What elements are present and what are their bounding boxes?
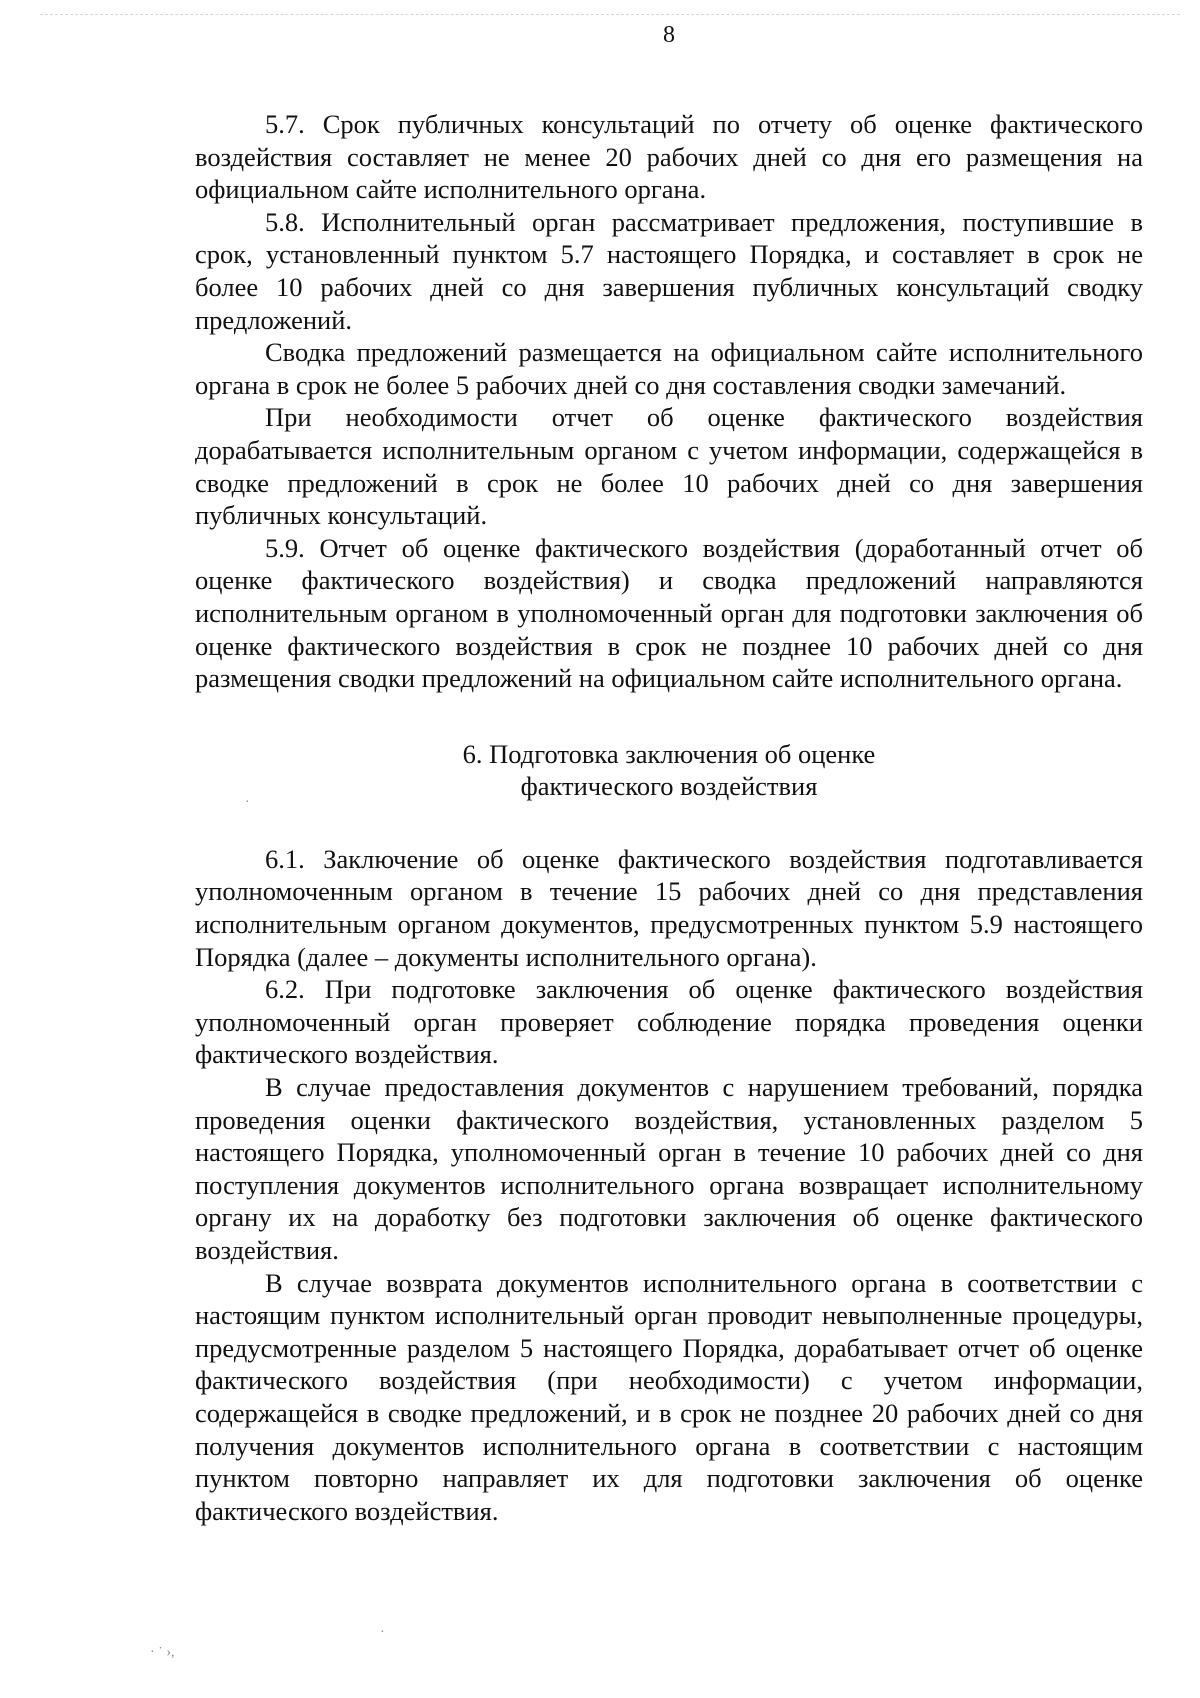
section-6-heading bbox=[195, 738, 1143, 803]
scan-speck: · bbox=[245, 795, 250, 810]
paragraph-resubmission: В случае возврата документов исполнительного органа в соответствии с настоящим пунктом исполнительный орган проводит невыполненные процедуры, предусмотренные разделом 5 настоящего Порядка, дорабатывает отчет об оценке фактического воздействия (при необходимости) с учетом информации, содержащейся в сводке предложений, и в срок не позднее 20 рабочих дней со дня получения документов исполнительного органа в соответствии с настоящим пунктом повторно направляет их для подготовки заключения об оценке фактического воздействия. bbox=[195, 1267, 1143, 1526]
scan-speck: · bbox=[380, 1625, 385, 1640]
paragraph-5-8: 5.8. Исполнительный орган рассматривает предложения, поступившие в срок, установленный пунктом 5.7 настоящего Порядка, и составляет в срок не более 10 рабочих дней со дня завершения публичных консультаций сводку предложений. bbox=[195, 206, 1143, 335]
paragraph-6-1: 6.1. Заключение об оценке фактического воздействия подготавливается уполномоченным органом в течение 15 рабочих дней со дня представления исполнительным органом документов, предусмотренных пунктом 5.9 настоящего Порядка (далее – документы исполнительного органа). bbox=[195, 843, 1143, 972]
section-6-heading-line-2: фактического воздействия bbox=[520, 771, 818, 802]
paragraph-report-revision: При необходимости отчет об оценке фактического воздействия дорабатывается исполнительным органом с учетом информации, содержащейся в сводке предложений в срок не более 10 рабочих дней со дня завершения публичных консультаций. bbox=[195, 402, 1143, 531]
paragraph-5-9: 5.9. Отчет об оценке фактического воздействия (доработанный отчет об оценке фактического воздействия) и сводка предложений направляются исполнительным органом в уполномоченный орган для подготовки заключения об оценке фактического воздействия в срок не позднее 10 рабочих дней со дня размещения сводки предложений на официальном сайте исполнительного органа. bbox=[195, 532, 1143, 694]
paragraph-5-7: 5.7. Срок публичных консультаций по отчету об оценке фактического воздействия составляет не менее 20 рабочих дней со дня его размещения на официальном сайте исполнительного органа. bbox=[195, 109, 1143, 205]
section-6-heading-line-1: 6. Подготовка заключения об оценке bbox=[462, 738, 876, 769]
page-number: 8 bbox=[663, 22, 675, 48]
paragraph-violation-return: В случае предоставления документов с нарушением требований, порядка проведения оценки фактического воздействия, установленных разделом 5 настоящего Порядка, уполномоченный орган в течение 10 рабочих дней со дня поступления документов исполнительного органа возвращает исполнительному органу их на доработку без подготовки заключения об оценке фактического воздействия. bbox=[195, 1072, 1143, 1265]
document-body bbox=[195, 108, 1143, 1527]
paragraph-6-2: 6.2. При подготовке заключения об оценке фактического воздействия уполномоченный орган проверяет соблюдение порядка проведения оценки фактического воздействия. bbox=[195, 974, 1143, 1070]
paragraph-summary-placement: Сводка предложений размещается на официальном сайте исполнительного органа в срок не более 5 рабочих дней со дня составления сводки замечаний. bbox=[195, 337, 1143, 400]
scan-speck: · ˙ ›, bbox=[150, 1645, 175, 1660]
scan-artifact-top-line bbox=[40, 14, 1180, 19]
